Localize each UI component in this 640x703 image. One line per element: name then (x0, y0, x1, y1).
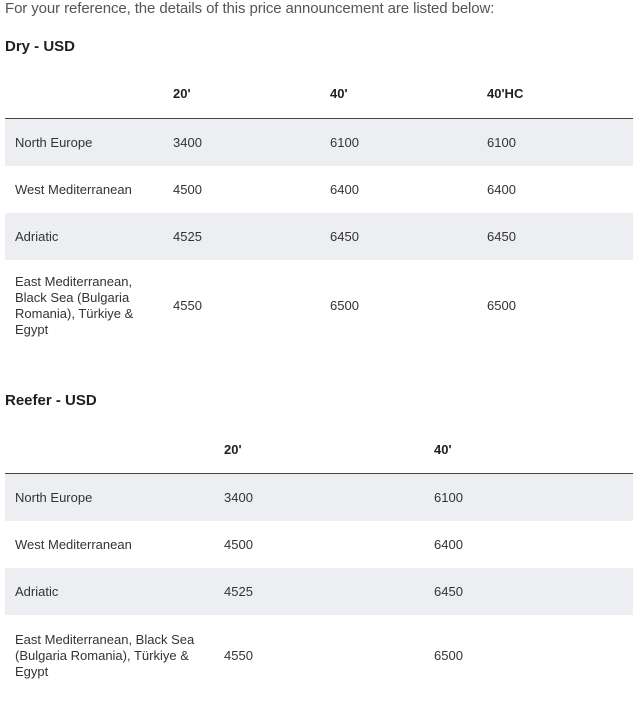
price-20-cell: 3400 (163, 119, 320, 167)
price-20-cell: 4500 (224, 536, 253, 552)
price-40hc-cell: 6500 (487, 298, 516, 313)
price-40-cell: 6400 (330, 181, 359, 197)
header-40ft: 40' (424, 425, 633, 474)
price-40-cell: 6450 (424, 568, 633, 615)
region-cell: Adriatic (5, 213, 163, 260)
price-40hc-cell: 6100 (477, 119, 633, 167)
header-40hc: 40'HC (477, 68, 633, 119)
region-cell: North Europe (5, 119, 163, 167)
price-40-cell: 6100 (424, 474, 633, 522)
header-region (5, 425, 214, 474)
price-20-cell: 4550 (224, 648, 253, 663)
table-row (5, 166, 633, 213)
header-region (5, 68, 163, 119)
reefer-section-title: Reefer - USD (5, 392, 97, 409)
region-cell: East Mediterranean, Black Sea (Bulgaria Romania), Türkiye & Egypt (15, 632, 195, 679)
region-cell: East Mediterranean, Black Sea (Bulgaria Romania), Türkiye & Egypt (15, 274, 134, 337)
table-row (5, 213, 633, 260)
region-cell: West Mediterranean (15, 536, 132, 552)
region-cell: North Europe (5, 474, 214, 522)
price-40-cell: 6100 (320, 119, 477, 167)
price-40-cell: 6500 (434, 648, 463, 663)
table-row (5, 568, 633, 615)
price-40-cell: 6400 (434, 536, 463, 552)
intro-text: For your reference, the details of this price announcement are listed below: (5, 0, 495, 17)
region-cell: West Mediterranean (15, 181, 132, 197)
reefer-price-table (5, 425, 633, 697)
dry-price-table (5, 68, 633, 352)
dry-section-title: Dry - USD (5, 38, 76, 55)
region-cell: Adriatic (5, 568, 214, 615)
table-header-row (5, 425, 633, 474)
price-20-cell: 4525 (214, 568, 424, 615)
price-40hc-cell: 6400 (487, 181, 516, 197)
price-40hc-cell: 6450 (477, 213, 633, 260)
table-row (5, 260, 633, 352)
price-40-cell: 6450 (320, 213, 477, 260)
header-40ft: 40' (320, 68, 477, 119)
price-40-cell: 6500 (330, 298, 359, 313)
table-row (5, 615, 633, 697)
table-row (5, 119, 633, 167)
price-20-cell: 4500 (173, 181, 202, 197)
table-row (5, 521, 633, 568)
price-20-cell: 3400 (214, 474, 424, 522)
price-20-cell: 4550 (173, 298, 202, 313)
header-20ft: 20' (163, 68, 320, 119)
price-20-cell: 4525 (163, 213, 320, 260)
header-20ft: 20' (214, 425, 424, 474)
table-row (5, 474, 633, 522)
table-header-row (5, 68, 633, 119)
